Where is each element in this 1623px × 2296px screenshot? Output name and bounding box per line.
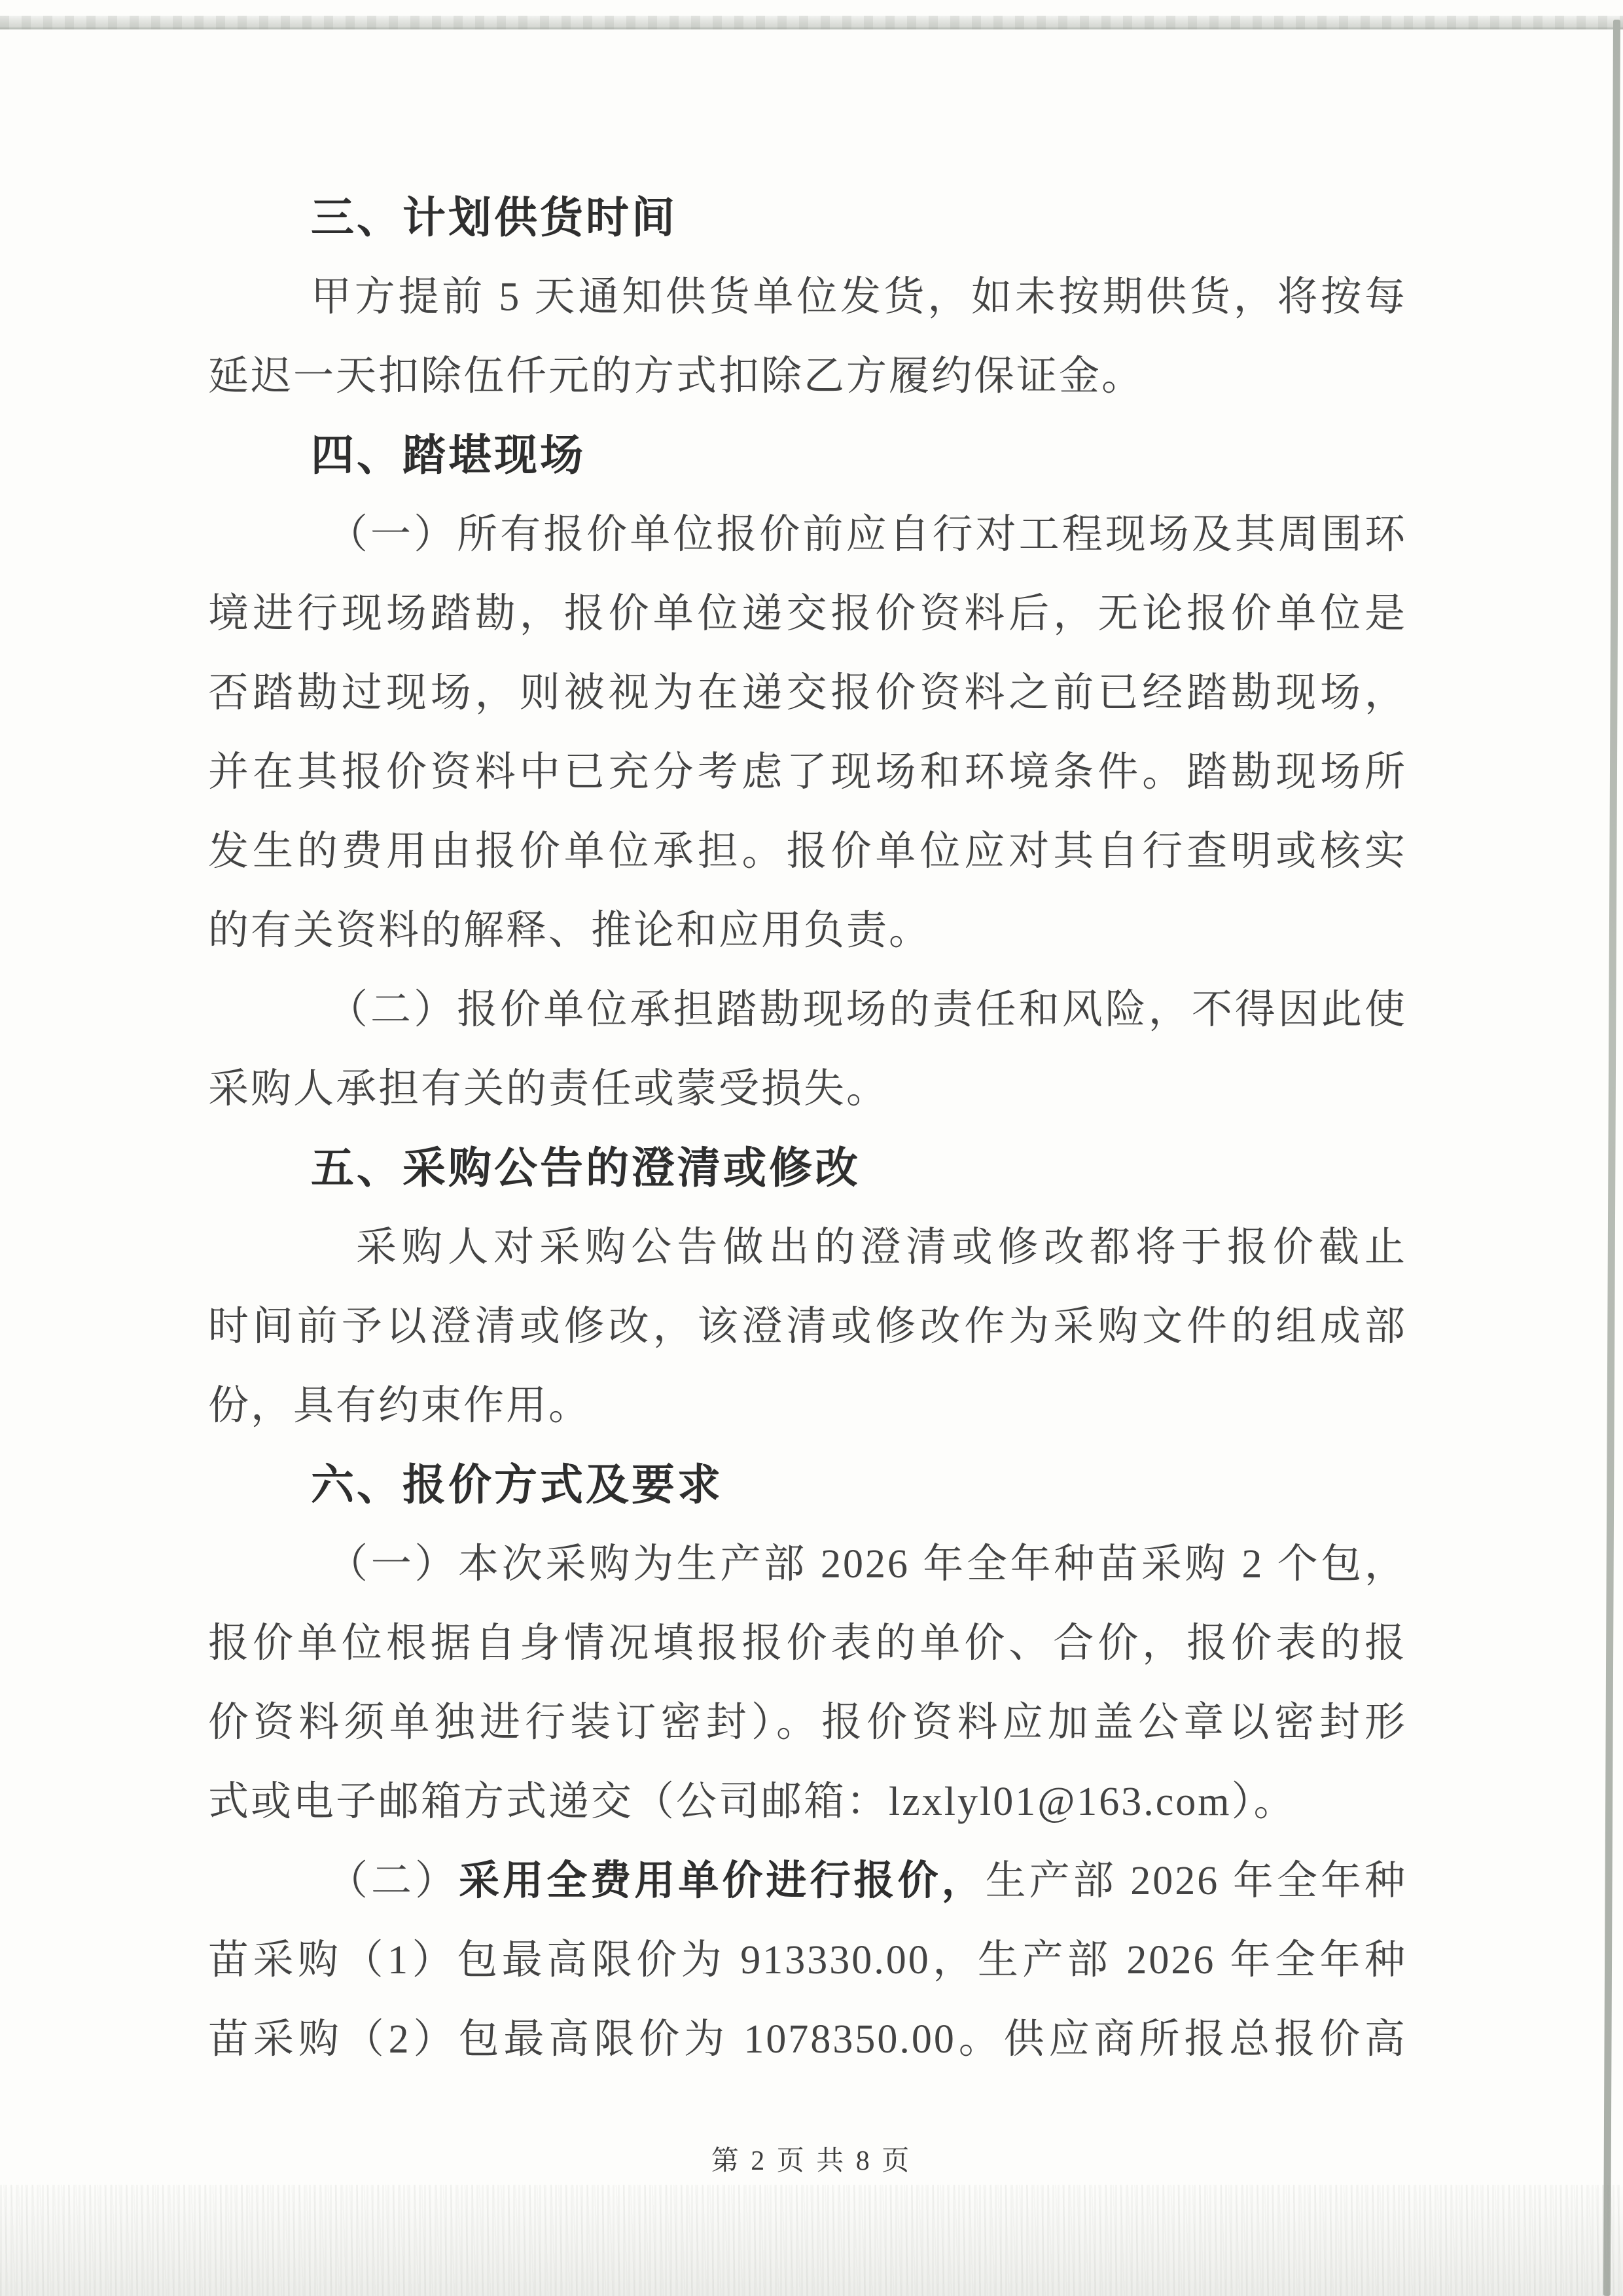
section-heading-3: 三、计划供货时间 xyxy=(311,194,677,242)
paragraph-line: 发生的费用由报价单位承担。报价单位应对其自行查明或核实 xyxy=(208,829,1407,874)
paragraph-line: 并在其报价资料中已充分考虑了现场和环境条件。踏勘现场所 xyxy=(208,750,1407,795)
emphasized-text: 采用全费用单价进行报价， xyxy=(459,1859,986,1903)
section-heading-4: 四、踏堪现场 xyxy=(311,432,586,480)
paragraph-line: 份，具有约束作用。 xyxy=(208,1384,592,1428)
paragraph-line: 报价单位根据自身情况填报报价表的单价、合价，报价表的报 xyxy=(208,1621,1407,1666)
paragraph-line: （一）所有报价单位报价前应自行对工程现场及其周围环 xyxy=(327,512,1407,557)
paragraph-line: （二）报价单位承担踏勘现场的责任和风险，不得因此使 xyxy=(327,988,1407,1032)
paragraph-line: 的有关资料的解释、推论和应用负责。 xyxy=(208,908,932,953)
scan-artifact-bottom-noise xyxy=(0,2185,1623,2296)
paragraph-line-email: 式或电子邮箱方式递交（公司邮箱：lzxlyl01@163.com）。 xyxy=(208,1780,1296,1824)
section-heading-6: 六、报价方式及要求 xyxy=(311,1462,723,1509)
paragraph-line: 苗采购（1）包最高限价为 913330.00，生产部 2026 年全年种 xyxy=(208,1938,1407,1982)
paragraph-line xyxy=(208,1842,1407,1921)
paragraph-text: （二） xyxy=(327,1859,459,1903)
paragraph-line: 苗采购（2）包最高限价为 1078350.00。供应商所报总报价高 xyxy=(208,2017,1407,2062)
paragraph-line: 境进行现场踏勘，报价单位递交报价资料后，无论报价单位是 xyxy=(208,592,1407,636)
section-heading-5: 五、采购公告的澄清或修改 xyxy=(311,1145,861,1193)
paragraph-text: 生产部 2026 年全年种 xyxy=(985,1859,1407,1903)
paragraph-line: 延迟一天扣除伍仟元的方式扣除乙方履约保证金。 xyxy=(208,354,1145,399)
scan-artifact-page-edge xyxy=(1603,20,1620,2296)
paragraph-line: 采购人承担有关的责任或蒙受损失。 xyxy=(208,1067,889,1111)
page-number: 第 2 页 共 8 页 xyxy=(711,2146,912,2176)
scan-artifact-top-edge xyxy=(0,16,1623,29)
paragraph-line: 采购人对采购公告做出的澄清或修改都将于报价截止 xyxy=(356,1225,1407,1270)
paragraph-line: 时间前予以澄清或修改，该澄清或修改作为采购文件的组成部 xyxy=(208,1304,1407,1349)
document-body xyxy=(208,179,1407,2079)
paragraph-line: 甲方提前 5 天通知供货单位发货，如未按期供货，将按每 xyxy=(311,275,1407,319)
paragraph-line: 否踏勘过现场，则被视为在递交报价资料之前已经踏勘现场， xyxy=(208,671,1407,715)
paragraph-line: 价资料须单独进行装订密封）。报价资料应加盖公章以密封形 xyxy=(208,1700,1407,1745)
paragraph-line: （一）本次采购为生产部 2026 年全年种苗采购 2 个包， xyxy=(327,1542,1407,1587)
